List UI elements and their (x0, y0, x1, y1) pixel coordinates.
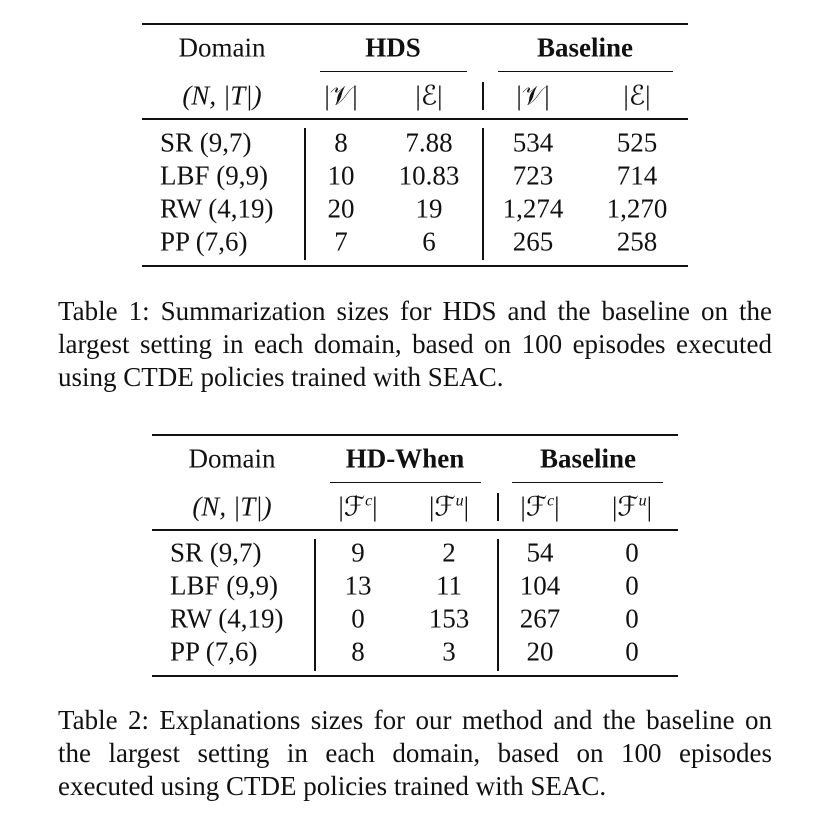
col-separator-1 (304, 128, 306, 260)
cmidrule-hd-when (330, 482, 481, 483)
col-separator-1 (314, 539, 316, 671)
cell-domain: LBF (9,9) (170, 570, 278, 601)
cell: 8 (334, 127, 348, 158)
cell: 3 (442, 636, 456, 667)
cell: 1,274 (502, 193, 564, 224)
cell-domain: RW (4,19) (160, 193, 274, 224)
cell: 265 (512, 226, 554, 257)
cell: 104 (519, 570, 561, 601)
bottom-rule (152, 675, 678, 677)
header-hd-when: HD-When (345, 443, 465, 474)
header-fc-hd: |ℱ$^c$| (338, 491, 378, 522)
top-rule (142, 23, 688, 25)
cell: 8 (351, 636, 365, 667)
col-separator-2 (482, 128, 484, 260)
cell: 20 (526, 636, 554, 667)
cell-domain: PP (7,6) (170, 636, 258, 667)
table-1-caption: Table 1: Summarization sizes for HDS and the baseline on the largest setting in each domain, based on 100 episodes executed using CTDE policies trained with SEAC. (58, 296, 772, 392)
col-separator-2 (497, 539, 499, 671)
header-fu-hd: |ℱ$^u$| (428, 491, 470, 522)
header-v-hds: |𝒱| (324, 80, 358, 111)
cmidrule-hds (320, 71, 467, 72)
header-e-baseline: |ℰ| (623, 80, 651, 111)
cell: 11 (436, 570, 462, 601)
mid-rule (142, 118, 688, 120)
cell: 10 (327, 160, 355, 191)
cell: 20 (327, 193, 355, 224)
cell: 54 (526, 537, 554, 568)
header-baseline: Baseline (539, 443, 637, 474)
header-domain: Domain (188, 443, 276, 474)
cmidrule-baseline (512, 482, 663, 483)
cell: 2 (442, 537, 456, 568)
cell: 0 (625, 603, 639, 634)
cell: 723 (512, 160, 554, 191)
cell: 0 (351, 603, 365, 634)
header-baseline: Baseline (536, 32, 634, 63)
cmidrule-baseline (498, 71, 673, 72)
cell: 714 (616, 160, 658, 191)
mid-rule (152, 529, 678, 531)
cell-domain: SR (9,7) (170, 537, 262, 568)
cell: 534 (512, 127, 554, 158)
cell: 525 (616, 127, 658, 158)
header-params: (N, |T|) (192, 491, 272, 522)
cell: 19 (415, 193, 443, 224)
header-v-baseline: |𝒱| (516, 80, 550, 111)
cell: 1,270 (606, 193, 668, 224)
cell-domain: RW (4,19) (170, 603, 284, 634)
bottom-rule (142, 265, 688, 267)
cell-domain: SR (9,7) (160, 127, 252, 158)
cell: 0 (625, 537, 639, 568)
header-e-hds: |ℰ| (415, 80, 443, 111)
header-fu-baseline: |ℱ$^u$| (611, 491, 653, 522)
header-separator (497, 493, 499, 521)
cell-domain: PP (7,6) (160, 226, 248, 257)
cell: 267 (519, 603, 561, 634)
cell: 258 (616, 226, 658, 257)
header-fc-baseline: |ℱ$^c$| (520, 491, 560, 522)
header-separator (482, 82, 484, 110)
cell: 0 (625, 570, 639, 601)
cell: 9 (351, 537, 365, 568)
header-hds: HDS (365, 32, 421, 63)
cell-domain: LBF (9,9) (160, 160, 268, 191)
cell: 10.83 (398, 160, 460, 191)
header-params: (N, |T|) (182, 80, 262, 111)
top-rule (152, 434, 678, 436)
table-2-caption: Table 2: Explanations sizes for our method and the baseline on the largest setting in each domain, based on 100 episodes executed using CTDE policies trained with SEAC. (58, 705, 772, 801)
cell: 0 (625, 636, 639, 667)
cell: 7 (334, 226, 348, 257)
cell: 7.88 (405, 127, 453, 158)
header-domain: Domain (178, 32, 266, 63)
cell: 13 (344, 570, 372, 601)
cell: 6 (422, 226, 436, 257)
cell: 153 (428, 603, 470, 634)
